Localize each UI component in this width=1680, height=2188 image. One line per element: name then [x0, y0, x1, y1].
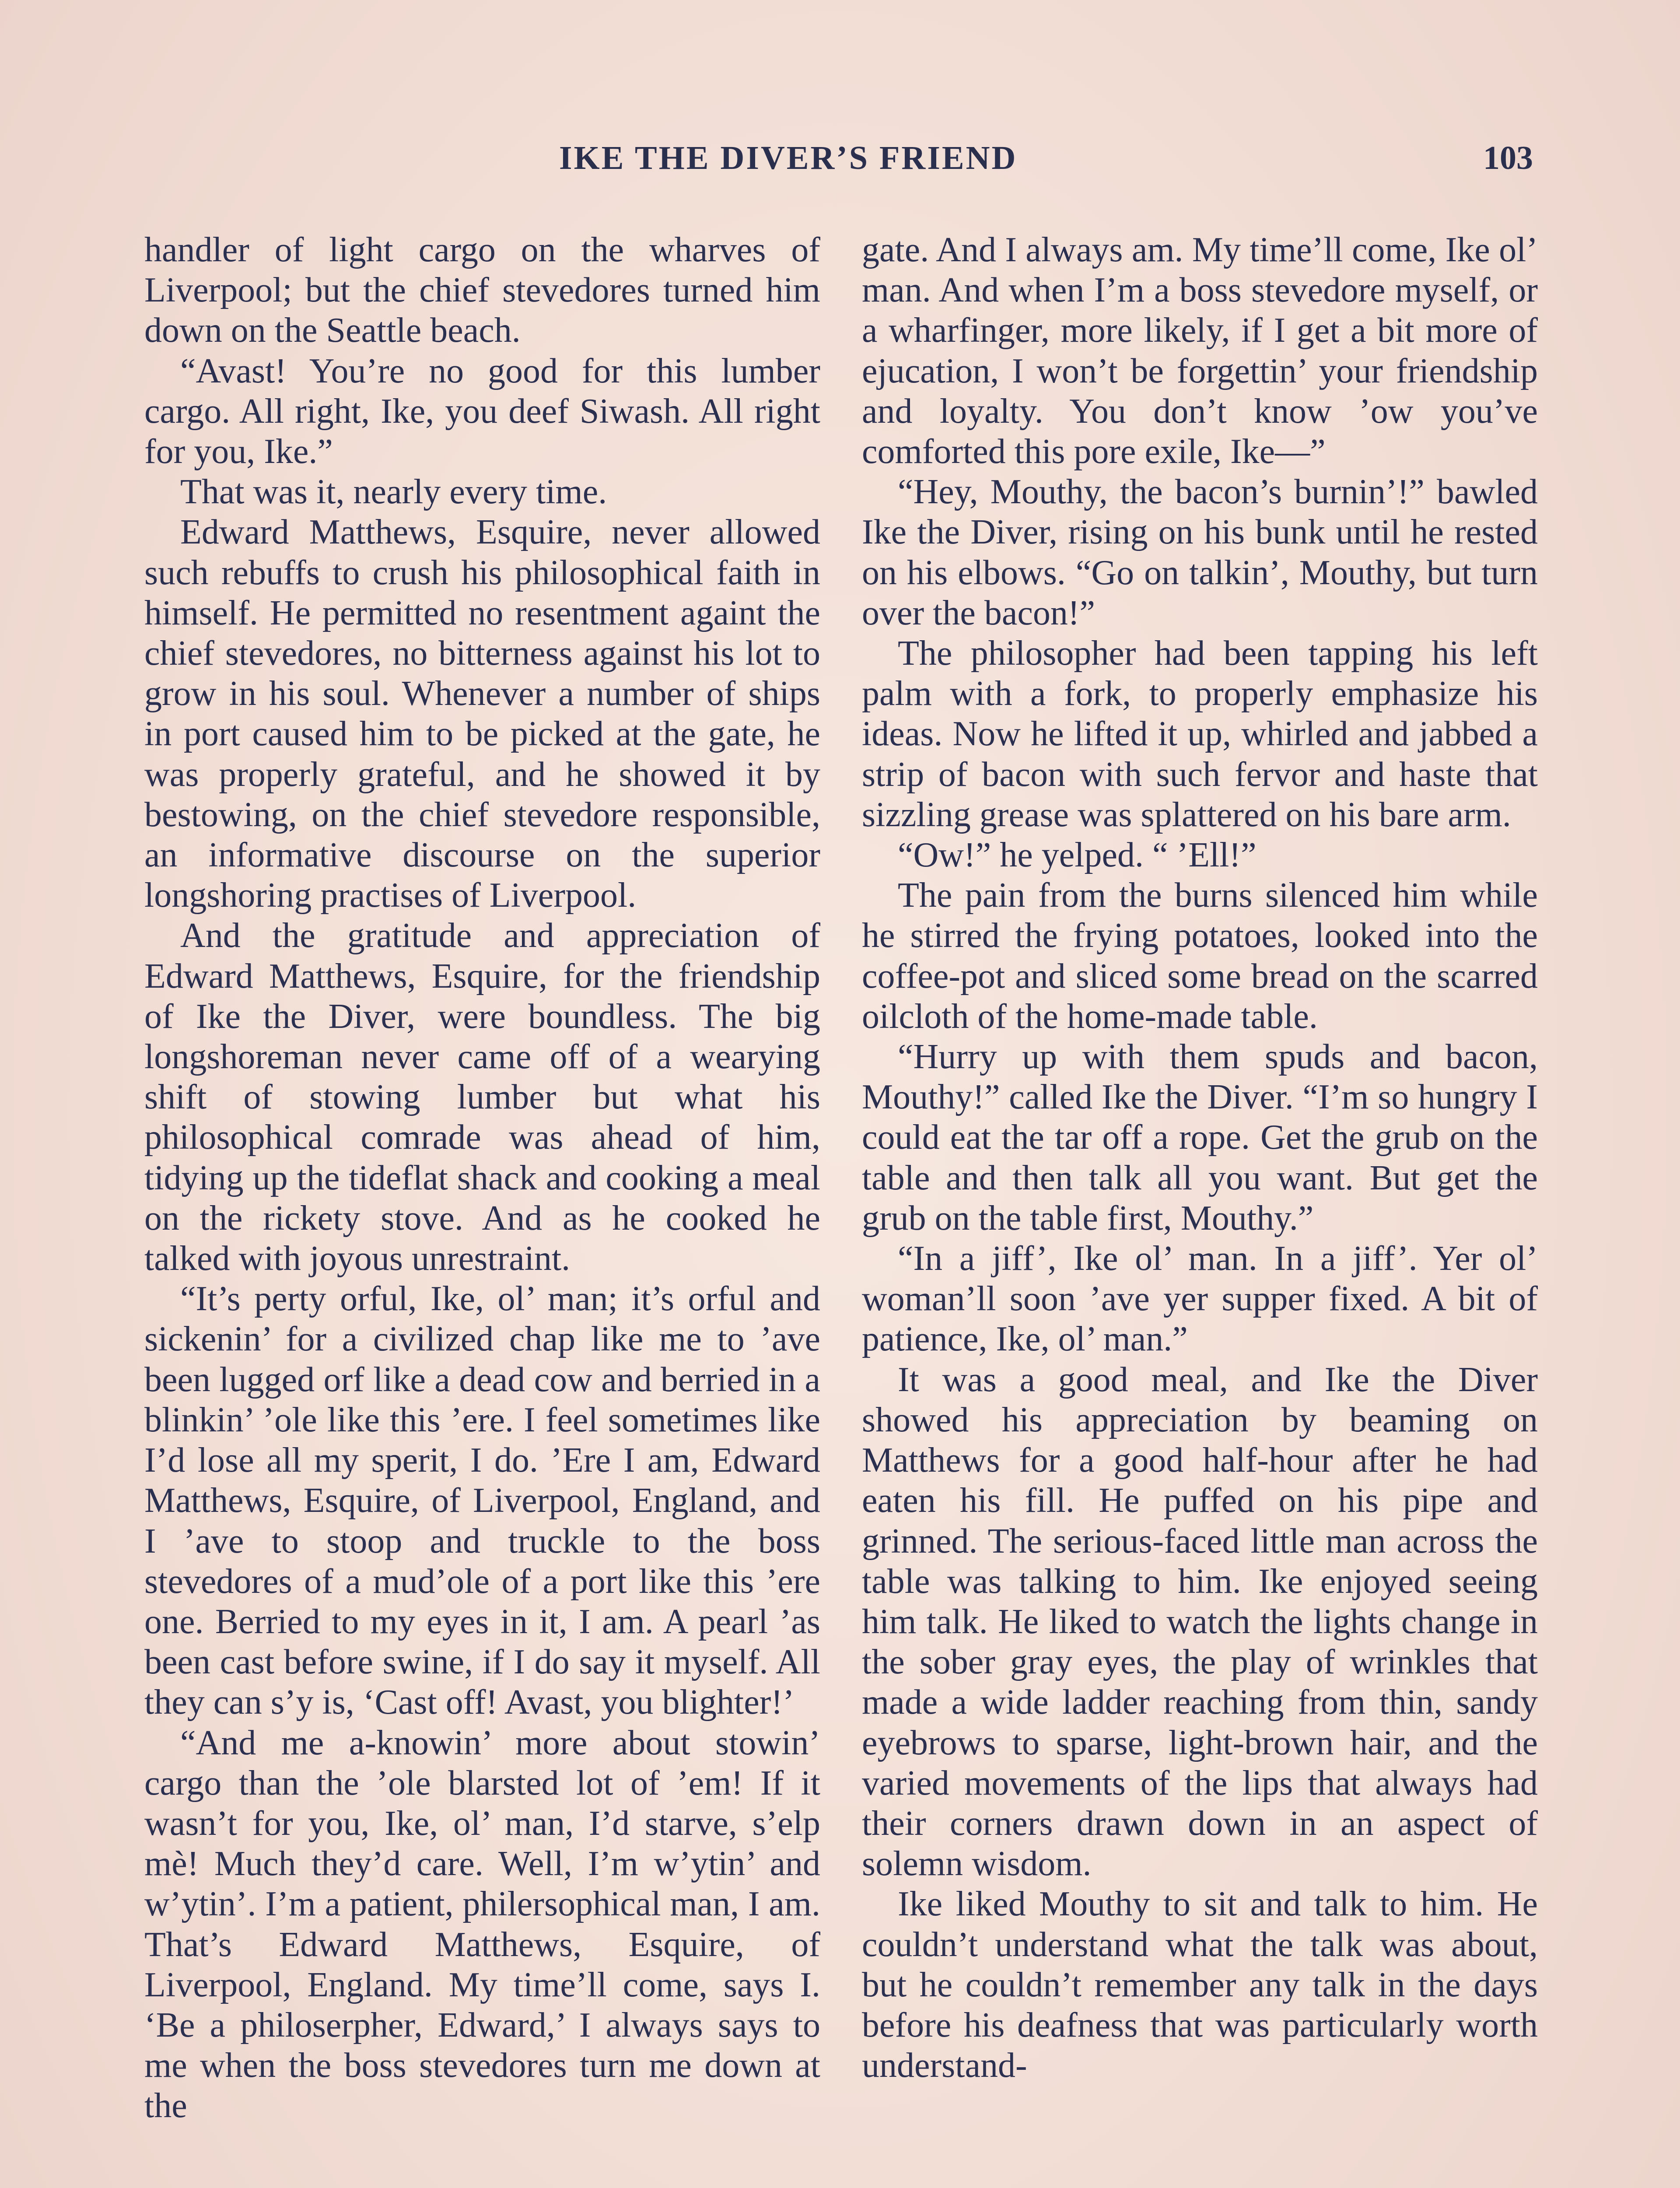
- running-head: [0, 139, 1680, 179]
- paragraph: It was a good meal, and Ike the Diver showed his appreciation by beaming on Matthews for a good half-hour after he had eaten his fill. He puffed on his pipe and grinned. The serious-faced little man across the table was talking to him. Ike enjoyed seeing him talk. He liked to watch the lights change in the sober gray eyes, the play of wrinkles that made a wide ladder reaching from thin, sandy eyebrows to sparse, light-brown hair, and the varied movements of the lips that always had their corners drawn down in an aspect of solemn wisdom.: [862, 1360, 1538, 1883]
- paragraph: The pain from the burns silenced him while he stirred the frying potatoes, looked into the coffee-pot and sliced some bread on the scarred oilcloth of the home-made table.: [862, 876, 1538, 1036]
- paragraph: The philosopher had been tapping his left palm with a fork, to properly emphasize his ideas. Now he lifted it up, whirled and jabbed a strip of bacon with such fervor and haste that sizzling grease was splattered on his bare arm.: [862, 634, 1538, 834]
- paragraph: gate. And I always am. My time’ll come, Ike ol’ man. And when I’m a boss stevedore myself, or a wharfinger, more likely, if I get a bit more of ejucation, I won’t be forgettin’ your friendship and loyalty. You don’t know ’ow you’ve comforted this pore exile, Ike—”: [862, 231, 1538, 471]
- paragraph: “And me a-knowin’ more about stowin’ cargo than the ’ole blarsted lot of ’em! If it wasn’t for you, Ike, ol’ man, I’d starve, s’elp mè! Much they’d care. Well, I’m w’ytin’ and w’ytin’. I’m a patient, philersophical man, I am. That’s Edward Matthews, Esquire, of Liverpool, England. My time’ll come, says I. ‘Be a philoserpher, Edward,’ I always says to me when the boss stevedores turn me down at the: [144, 1723, 820, 2125]
- paragraph: “Ow!” he yelped. “ ’Ell!”: [898, 836, 1256, 875]
- paragraph: Edward Matthews, Esquire, never allowed such rebuffs to crush his philosophical faith in himself. He permitted no resentment againt the chief stevedores, no bitterness against his lot to grow in his soul. Whenever a number of ships in port caused him to be picked at the gate, he was properly grateful, and he showed it by bestowing, on the chief stevedore responsible, an informative discourse on the superior longshoring practises of Liverpool.: [144, 513, 820, 915]
- paragraph: And the gratitude and appreciation of Edward Matthews, Esquire, for the friendship of Ike the Diver, were boundless. The big longshoreman never came off of a wearying shift of stowing lumber but what his philosophical comrade was ahead of him, tidying up the tideflat shack and cooking a meal on the rickety stove. And as he cooked he talked with joyous unrestraint.: [144, 916, 820, 1278]
- paragraph: “It’s perty orful, Ike, ol’ man; it’s orful and sickenin’ for a civilized chap like me to ’ave been lugged orf like a dead cow and berried in a blinkin’ ’ole like this ’ere. I feel sometimes like I’d lose all my sperit, I do. ’Ere I am, Edward Matthews, Esquire, of Liverpool, England, and I ’ave to stoop and truckle to the boss stevedores of a mud’ole of a port like this ’ere one. Berried to my eyes in it, I am. A pearl ’as been cast before swine, if I do say it myself. All they can s’y is, ‘Cast off! Avast, you blighter!’: [144, 1280, 820, 1722]
- running-title: IKE THE DIVER’S FRIEND: [559, 140, 1018, 176]
- paragraph: “In a jiff’, Ike ol’ man. In a jiff’. Yer ol’ woman’ll soon ’ave yer supper fixed. A bit of patience, Ike, ol’ man.”: [862, 1239, 1538, 1359]
- right-column: [862, 230, 1538, 2086]
- paragraph: handler of light cargo on the wharves of Liverpool; but the chief stevedores turned him down on the Seattle beach.: [144, 231, 820, 350]
- paragraph: “Hurry up with them spuds and bacon, Mouthy!” called Ike the Diver. “I’m so hungry I could eat the tar off a rope. Get the grub on the table and then talk all you want. But get the grub on the table first, Mouthy.”: [862, 1038, 1538, 1238]
- paragraph: “Avast! You’re no good for this lumber cargo. All right, Ike, you deef Siwash. All right for you, Ike.”: [144, 351, 820, 471]
- paragraph: “Hey, Mouthy, the bacon’s burnin’!” bawled Ike the Diver, rising on his bunk until he rested on his elbows. “Go on talkin’, Mouthy, but turn over the bacon!”: [862, 473, 1538, 632]
- paragraph: Ike liked Mouthy to sit and talk to him. He couldn’t understand what the talk was about, but he couldn’t remember any talk in the days before his deafness that was particularly worth understand-: [862, 1885, 1538, 2085]
- left-column: [144, 230, 820, 2126]
- page-number: 103: [1483, 140, 1533, 176]
- paragraph: That was it, nearly every time.: [180, 473, 607, 512]
